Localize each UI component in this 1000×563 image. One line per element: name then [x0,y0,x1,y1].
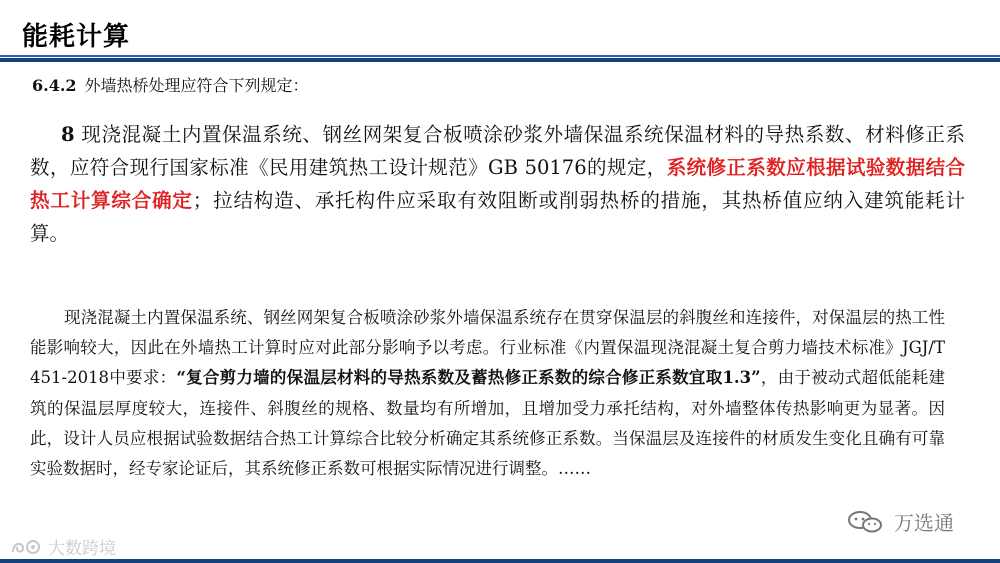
watermark-right-text: 万选通 [894,511,954,535]
header-rule-thick [0,58,1000,62]
explanation-text-2: ，由于被动式超低能耗建筑的保温层厚度较大，连接件、斜腹丝的规格、数量均有所增加，且增加受力承托结构，对外墙整体传热影响更为显著。因此，设计人员应根据试验数据结合热工计算综合比较分析确定其系统修正系数。当保温层及连接件的材质发生变化且确有可靠实验数据时，经专家论证后，其系统修正系数可根据实际情况进行调整。…… [30,368,946,479]
explanation-quote: “复合剪力墙的保温层材料的导热系数及蓄热修正系数的综合修正系数宜取1.3” [176,368,761,388]
clause-text-2: ；拉结构造、承托构件应采取有效阻断或削弱热桥的措施，其热桥值应纳入建筑能耗计算。 [30,189,965,245]
watermark-right [846,507,954,536]
section-heading-text: 外墙热桥处理应符合下列规定： [84,76,309,95]
clause-number: 8 [61,123,75,146]
footer-rule [0,559,1000,563]
slide-header [0,0,1000,62]
clause-emphasis: 系统修正系数应根据试验数据结合热工计算综合确定 [30,156,965,212]
explanation-text-1: 现浇混凝土内置保温系统、钢丝网架复合板喷涂砂浆外墙保温系统存在贯穿保温层的斜腹丝和连接件，对保温层的热工性能影响较大，因此在外墙热工计算时应对此部分影响予以考虑。行业标准《内置保温现浇混凝土复合剪力墙技术标准》JGJ/T 451-2018中要求： [30,308,945,388]
clause-text-1: 现浇混凝土内置保温系统、钢丝网架复合板喷涂砂浆外墙保温系统保温材料的导热系数、材料修正系数，应符合现行国家标准《民用建筑热工设计规范》GB 50176的规定， [30,123,965,179]
clause-paragraph [30,118,965,250]
header-rule-thin [0,55,1000,57]
wechat-icon [846,510,886,534]
explanation-paragraph [30,303,945,484]
watermark-left [10,534,116,559]
watermark-left-text: 大数跨境 [48,539,116,559]
brand-logo-icon [10,538,44,556]
section-heading [32,73,309,96]
section-number: 6.4.2 [32,76,77,95]
slide-title: 能耗计算 [22,22,131,52]
